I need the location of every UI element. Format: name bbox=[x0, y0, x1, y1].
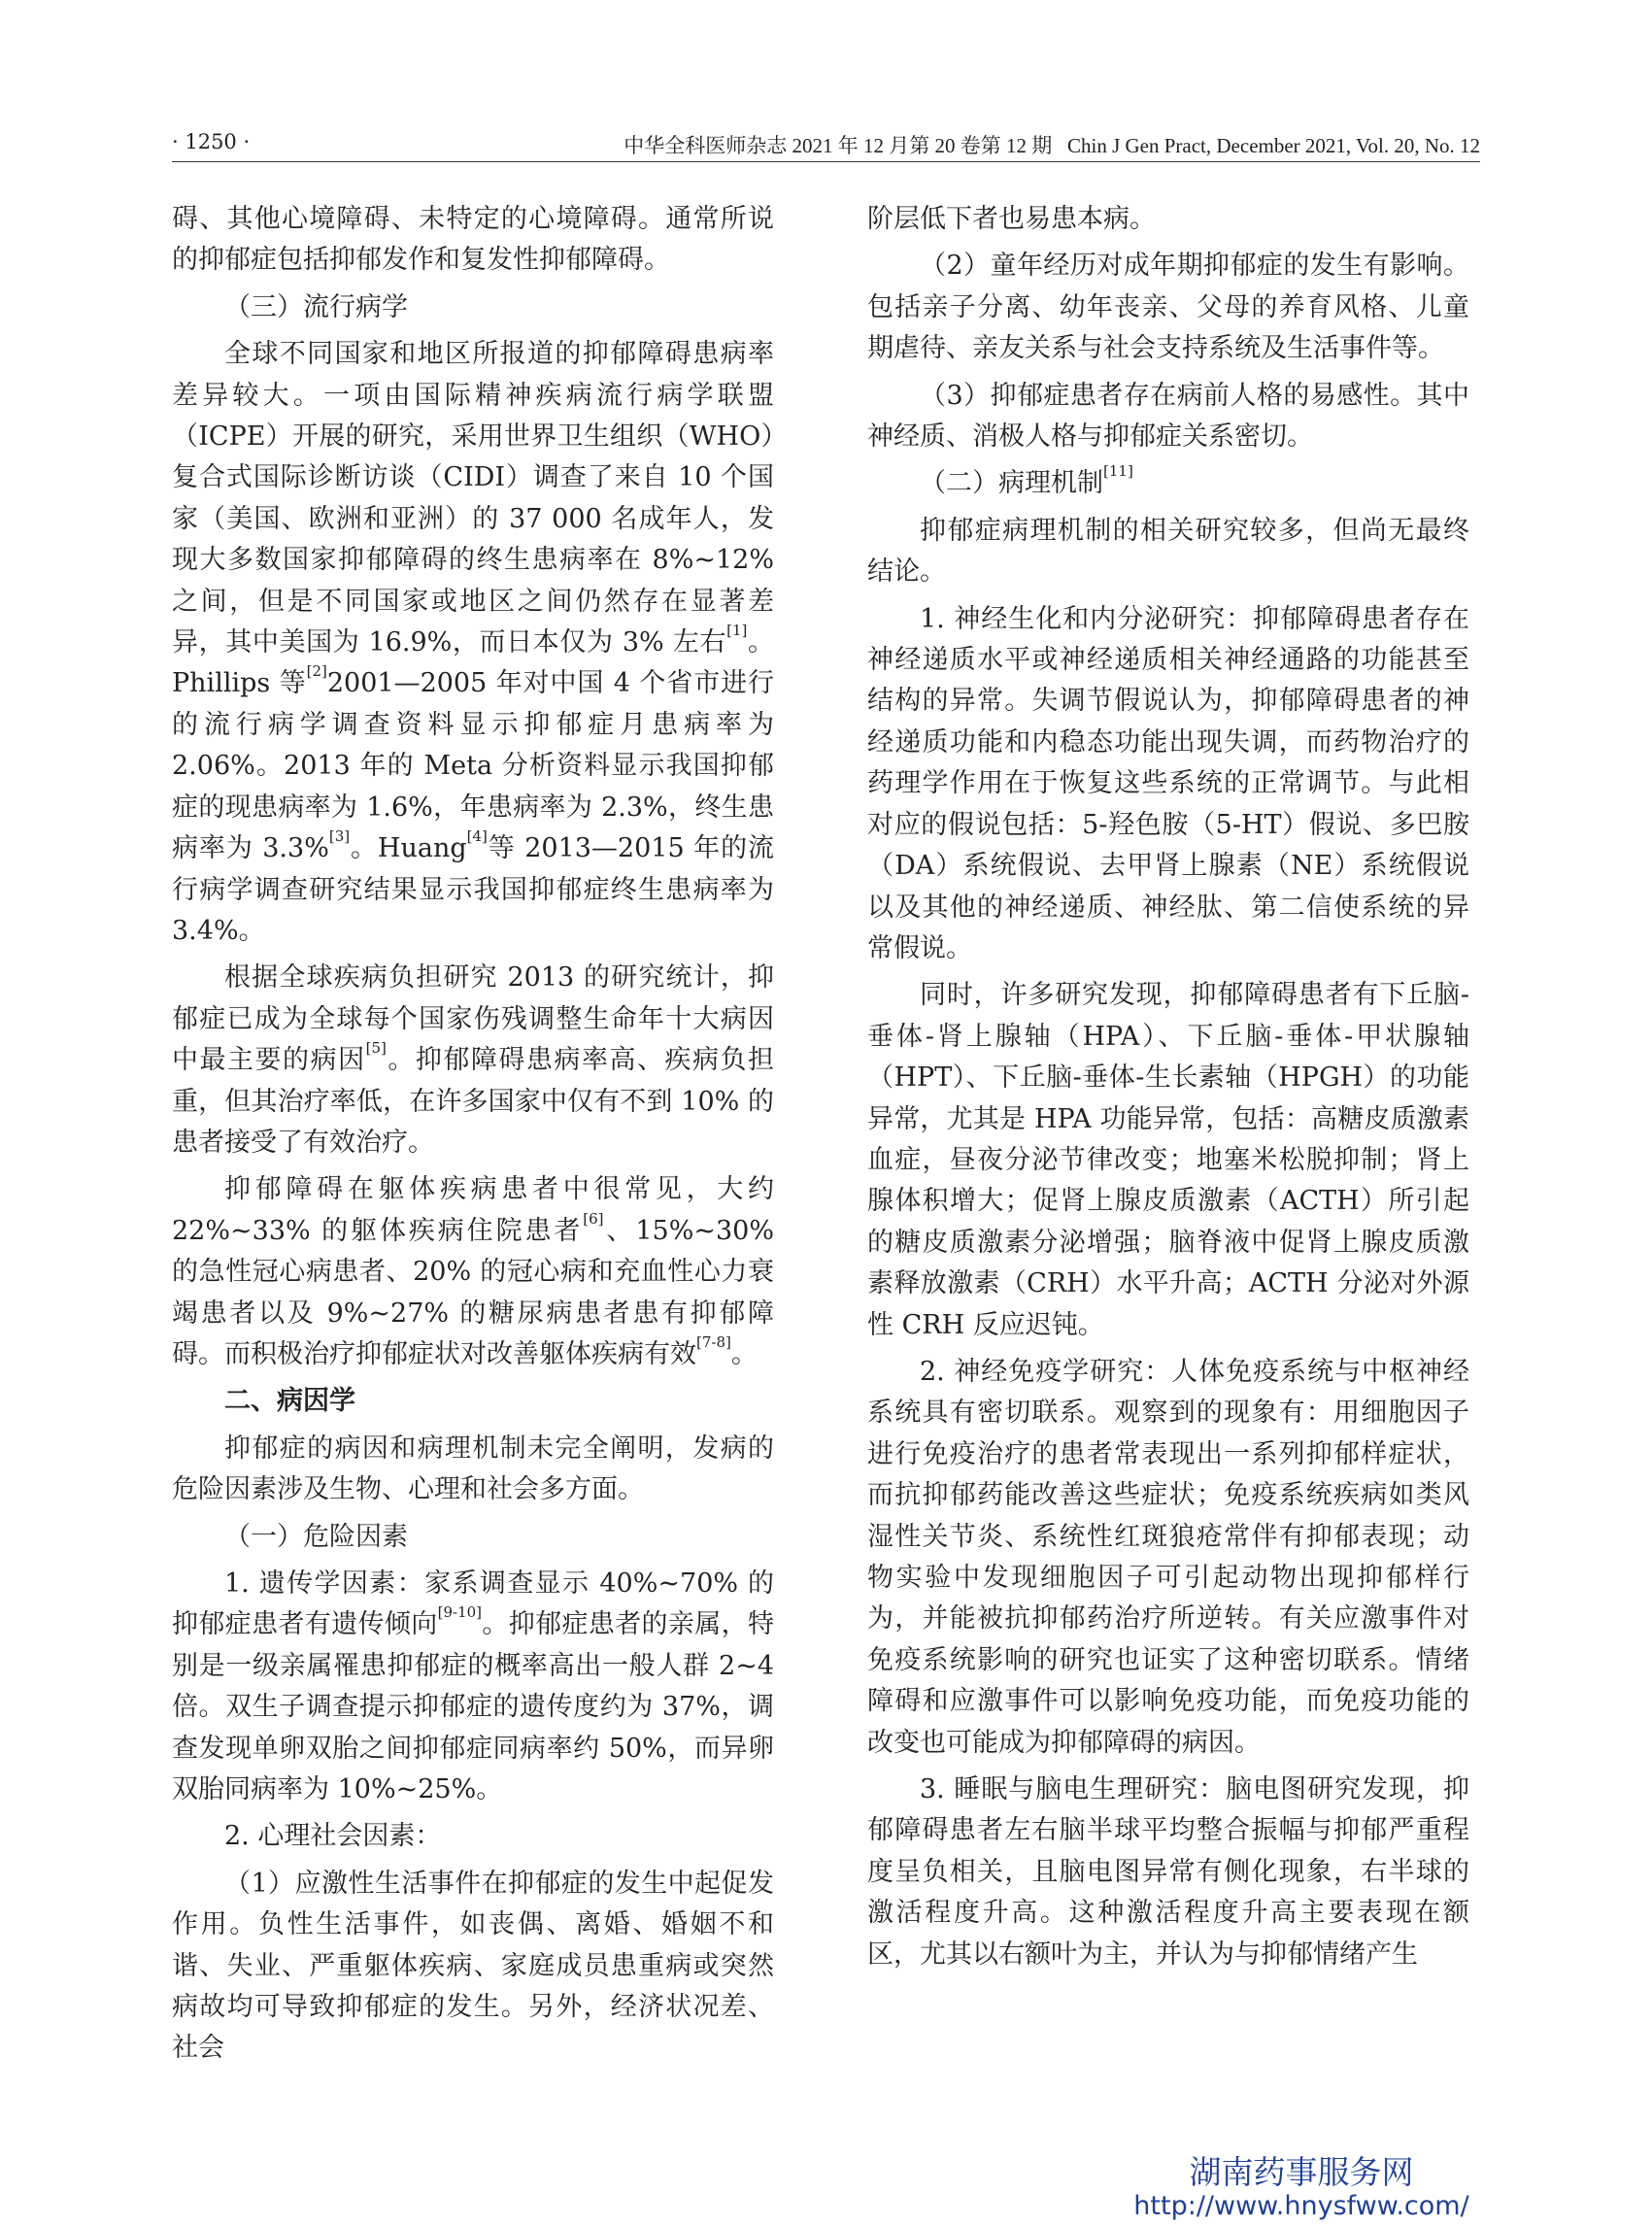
paragraph: （3）抑郁症患者存在病前人格的易感性。其中神经质、消极人格与抑郁症关系密切。 bbox=[867, 380, 1469, 453]
journal-citation bbox=[624, 130, 1480, 159]
watermark-url[interactable]: http://www.hnysfww.com/ bbox=[1133, 2191, 1469, 2221]
citation-ref: [1] bbox=[726, 622, 748, 640]
paragraph: （2）童年经历对成年期抑郁症的发生有影响。包括亲子分离、幼年丧亲、父母的养育风格、儿童期虐待、亲友关系与社会支持系统及生活事件等。 bbox=[867, 251, 1469, 364]
citation-ref: [7-8] bbox=[696, 1332, 731, 1351]
citation-ref: [11] bbox=[1103, 462, 1133, 481]
paragraph: 1. 神经生化和内分泌研究：抑郁障碍患者存在神经递质水平或神经递质相关神经通路的功能甚至结构的异常。失调节假说认为，抑郁障碍患者的神经递质功能和内稳态功能出现失调，而药物治疗的药理学作用在于恢复这些系统的正常调节。与此相对应的假说包括：5-羟色胺（5-HT）假说、多巴胺（DA）系统假说、去甲肾上腺素（NE）系统假说以及其他的神经递质、神经肽、第二信使系统的异常假说。 bbox=[867, 603, 1469, 963]
paragraph: 抑郁症病理机制的相关研究较多，但尚无最终结论。 bbox=[867, 515, 1469, 588]
paragraph: （1）应激性生活事件在抑郁症的发生中起促发作用。负性生活事件，如丧偶、离婚、婚姻不和谐、失业、严重躯体疾病、家庭成员患重病或突然病故均可导致抑郁症的发生。另外，经济状况差、社会 bbox=[172, 1868, 774, 2064]
citation-ref: [2] bbox=[306, 662, 327, 681]
citation-ref: [3] bbox=[328, 827, 351, 846]
paragraph: 同时，许多研究发现，抑郁障碍患者有下丘脑-垂体-肾上腺轴（HPA）、下丘脑-垂体-甲状腺轴（HPT）、下丘脑-垂体-生长素轴（HPGH）的功能异常，尤其是 HPA 功能异常，包括：高糖皮质激素血症，昼夜分泌节律改变；地塞米松脱抑制；肾上腺体积增大；促肾上腺皮质激素（ACTH）所引起的糖皮质激素分泌增强；脑脊液中促肾上腺皮质激素释放激素（CRH）水平升高；ACTH 分泌对外源性 CRH 反应迟钝。 bbox=[867, 980, 1469, 1340]
citation-ref: [5] bbox=[365, 1039, 387, 1058]
citation-ref: [9-10] bbox=[437, 1603, 483, 1622]
paragraph: 3. 睡眠与脑电生理研究：脑电图研究发现，抑郁障碍患者左右脑半球平均整合振幅与抑郁严重程度呈负相关，且脑电图异常有侧化现象，右半球的激活程度升高。这种激活程度升高主要表现在额区，尤其以右额叶为主，并认为与抑郁情绪产生 bbox=[867, 1774, 1469, 1970]
paragraph: 全球不同国家和地区所报道的抑郁障碍患病率差异较大。一项由国际精神疾病流行病学联盟（ICPE）开展的研究，采用世界卫生组织（WHO）复合式国际诊断访谈（CIDI）调查了来自 10 个国家（美国、欧洲和亚洲）的 37 000 名成年人，发现大多数国家抑郁障碍的终生患病率在 8%~12% 之间，但是不同国家或地区之间仍然存在显著差异，其中美国为 16.9%，而日本仅为 3% 左右[1]。Phillips 等[2]2001—2005 年对中国 4 个省市进行的流行病学调查资料显示抑郁症月患病率为 2.06%。2013 年的 Meta 分析资料显示我国抑郁症的现患病率为 1.6%，年患病率为 2.3%，终生患病率为 3.3%[3]。Huang[4]等 2013—2015 年的流行病学调查研究结果显示我国抑郁症终生患病率为 3.4%。 bbox=[172, 339, 774, 946]
citation-ref: [6] bbox=[583, 1209, 604, 1228]
paragraph: 阶层低下者也易患本病。 bbox=[867, 204, 1156, 234]
subsection-heading: （三）流行病学 bbox=[224, 291, 408, 322]
paragraph: 2. 神经免疫学研究：人体免疫系统与中枢神经系统具有密切联系。观察到的现象有：用细胞因子进行免疫治疗的患者常表现出一系列抑郁样症状，而抗抑郁药能改善这些症状；免疫系统疾病如类风湿性关节炎、系统性红斑狼疮常伴有抑郁表现；动物实验中发现细胞因子可引起动物出现抑郁样行为，并能被抗抑郁药治疗所逆转。有关应激事件对免疫系统影响的研究也证实了这种密切联系。情绪障碍和应激事件可以影响免疫功能，而免疫功能的改变也可能成为抑郁障碍的病因。 bbox=[867, 1356, 1469, 1758]
paragraph: 1. 遗传学因素：家系调查显示 40%~70% 的抑郁症患者有遗传倾向[9-10]。抑郁症患者的亲属，特别是一级亲属罹患抑郁症的概率高出一般人群 2~4 倍。双生子调查提示抑郁症的遗传度约为 37%，调查发现单卵双胎之间抑郁症同病率约 50%，而异卵双胎同病率为 10%~25%。 bbox=[172, 1568, 775, 1805]
subsection-heading: （二）病理机制[11] bbox=[920, 462, 1133, 499]
journal-title-en: Chin J Gen Pract, December 2021, Vol. 20, No. 12 bbox=[1066, 134, 1480, 157]
website-watermark bbox=[1097, 2154, 1505, 2222]
page-number: · 1250 · bbox=[172, 130, 251, 153]
paragraph: 碍、其他心境障碍、未特定的心境障碍。通常所说的抑郁症包括抑郁发作和复发性抑郁障碍。 bbox=[172, 204, 774, 276]
left-column bbox=[172, 199, 774, 2075]
citation-ref: [4] bbox=[466, 827, 488, 846]
journal-title-cn: 中华全科医师杂志 2021 年 12 月第 20 卷第 12 期 bbox=[624, 134, 1053, 157]
paragraph: 根据全球疾病负担研究 2013 的研究统计，抑郁症已成为全球每个国家伤残调整生命年十大病因中最主要的病因[5]。抑郁障碍患病率高、疾病负担重，但其治疗率低，在许多国家中仅有不到 10% 的患者接受了有效治疗。 bbox=[172, 962, 775, 1158]
section-heading: 二、病因学 bbox=[224, 1386, 355, 1417]
subsection-heading: （一）危险因素 bbox=[224, 1521, 408, 1552]
paragraph: 抑郁障碍在躯体疾病患者中很常见，大约 22%~33% 的躯体疾病住院患者[6]、15%~30% 的急性冠心病患者、20% 的冠心病和充血性心力衰竭患者以及 9%~27% 的糖尿病患者患有抑郁障碍。而积极治疗抑郁症状对改善躯体疾病有效[7-8]。 bbox=[172, 1174, 774, 1369]
page-header bbox=[172, 126, 1480, 162]
right-column bbox=[867, 199, 1469, 1981]
paragraph: 抑郁症的病因和病理机制未完全阐明，发病的危险因素涉及生物、心理和社会多方面。 bbox=[172, 1433, 774, 1505]
watermark-site-name: 湖南药事服务网 bbox=[1189, 2153, 1414, 2191]
subsection-heading: 2. 心理社会因素： bbox=[224, 1821, 442, 1852]
